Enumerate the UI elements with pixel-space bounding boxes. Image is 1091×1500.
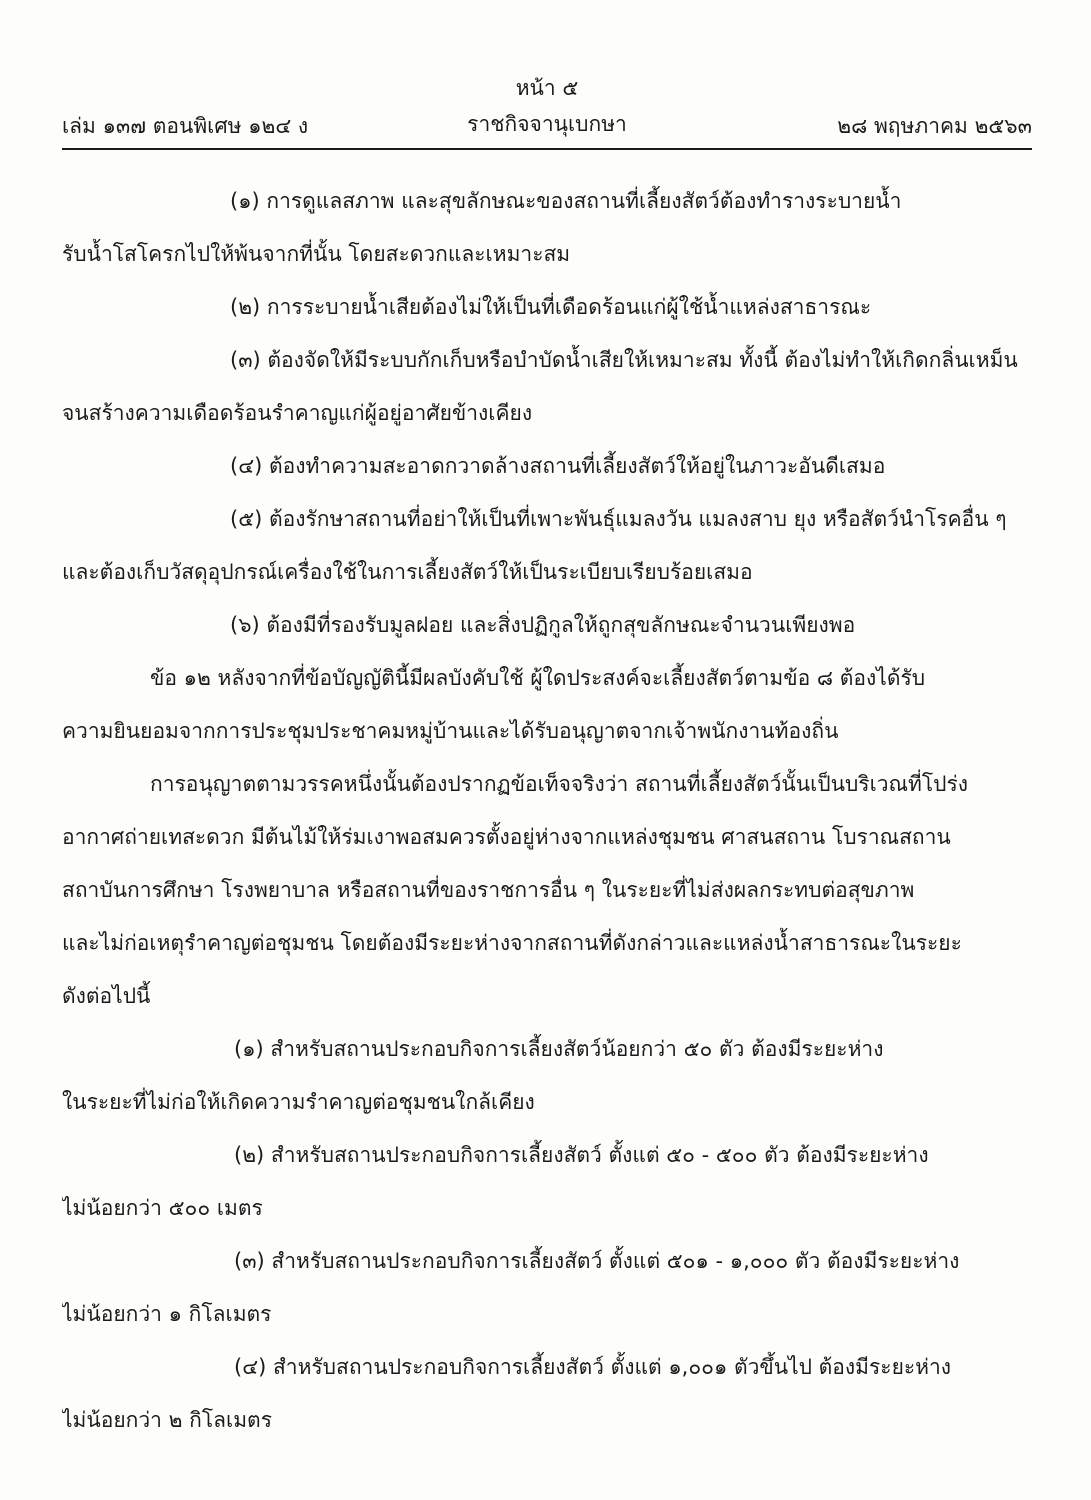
publication-date: ๒๘ พฤษภาคม ๒๕๖๓ [837, 114, 1032, 138]
volume-issue: เล่ม ๑๓๗ ตอนพิเศษ ๑๒๔ ง [62, 114, 309, 138]
paragraph-line: (๖) ต้องมีที่รองรับมูลฝอย และสิ่งปฏิกูลให้ถูกสุขลักษณะจำนวนเพียงพอ [230, 613, 856, 637]
section-heading-line: ข้อ ๑๒ หลังจากที่ข้อบัญญัตินี้มีผลบังคับใช้ ผู้ใดประสงค์จะเลี้ยงสัตว์ตามข้อ ๘ ต้องได้รับ [150, 666, 926, 690]
paragraph-line: ดังต่อไปนี้ [62, 984, 151, 1008]
header-divider [62, 148, 1032, 150]
paragraph-line: (๕) ต้องรักษาสถานที่อย่าให้เป็นที่เพาะพันธุ์แมลงวัน แมลงสาบ ยุง หรือสัตว์นำโรคอื่น ๆ [230, 507, 1007, 531]
paragraph-line: จนสร้างความเดือดร้อนรำคาญแก่ผู้อยู่อาศัยข้างเคียง [62, 401, 533, 425]
paragraph-line: สถาบันการศึกษา โรงพยาบาล หรือสถานที่ของราชการอื่น ๆ ในระยะที่ไม่ส่งผลกระทบต่อสุขภาพ [62, 878, 915, 902]
paragraph-line: (๑) สำหรับสถานประกอบกิจการเลี้ยงสัตว์น้อยกว่า ๕๐ ตัว ต้องมีระยะห่าง [234, 1037, 884, 1061]
document-body [62, 175, 1030, 1447]
paragraph-line: ไม่น้อยกว่า ๒ กิโลเมตร [62, 1408, 272, 1432]
publication-name: ราชกิจจานุเบกษา [467, 112, 627, 136]
paragraph-line: อากาศถ่ายเทสะดวก มีต้นไม้ให้ร่มเงาพอสมควรตั้งอยู่ห่างจากแหล่งชุมชน ศาสนสถาน โบราณสถาน [62, 825, 951, 849]
paragraph-line: (๓) ต้องจัดให้มีระบบกักเก็บหรือบำบัดน้ำเสียให้เหมาะสม ทั้งนี้ ต้องไม่ทำให้เกิดกลิ่นเหม็น [230, 348, 1018, 372]
paragraph-line: (๒) การระบายน้ำเสียต้องไม่ให้เป็นที่เดือดร้อนแก่ผู้ใช้น้ำแหล่งสาธารณะ [230, 295, 872, 319]
paragraph-line: การอนุญาตตามวรรคหนึ่งนั้นต้องปรากฏข้อเท็จจริงว่า สถานที่เลี้ยงสัตว์นั้นเป็นบริเวณที่โปร่ง [150, 772, 969, 796]
paragraph-line: และไม่ก่อเหตุรำคาญต่อชุมชน โดยต้องมีระยะห่างจากสถานที่ดังกล่าวและแหล่งน้ำสาธารณะในระยะ [62, 931, 962, 955]
paragraph-line: ไม่น้อยกว่า ๑ กิโลเมตร [62, 1302, 272, 1326]
paragraph-line: (๑) การดูแลสภาพ และสุขลักษณะของสถานที่เลี้ยงสัตว์ต้องทำรางระบายน้ำ [230, 189, 902, 213]
paragraph-line: (๔) สำหรับสถานประกอบกิจการเลี้ยงสัตว์ ตั้งแต่ ๑,๐๐๑ ตัวขึ้นไป ต้องมีระยะห่าง [234, 1355, 952, 1379]
paragraph-line: (๔) ต้องทำความสะอาดกวาดล้างสถานที่เลี้ยงสัตว์ให้อยู่ในภาวะอันดีเสมอ [230, 454, 886, 478]
paragraph-line: ในระยะที่ไม่ก่อให้เกิดความรำคาญต่อชุมชนใกล้เคียง [62, 1090, 535, 1114]
paragraph-line: (๓) สำหรับสถานประกอบกิจการเลี้ยงสัตว์ ตั้งแต่ ๕๐๑ - ๑,๐๐๐ ตัว ต้องมีระยะห่าง [234, 1249, 960, 1273]
paragraph-line: และต้องเก็บวัสดุอุปกรณ์เครื่องใช้ในการเลี้ยงสัตว์ให้เป็นระเบียบเรียบร้อยเสมอ [62, 560, 753, 584]
paragraph-line: (๒) สำหรับสถานประกอบกิจการเลี้ยงสัตว์ ตั้งแต่ ๕๐ - ๕๐๐ ตัว ต้องมีระยะห่าง [234, 1143, 929, 1167]
paragraph-line: รับน้ำโสโครกไปให้พ้นจากที่นั้น โดยสะดวกและเหมาะสม [62, 242, 571, 266]
paragraph-line: ความยินยอมจากการประชุมประชาคมหมู่บ้านและได้รับอนุญาตจากเจ้าพนักงานท้องถิ่น [62, 719, 839, 743]
page-header [62, 70, 1032, 160]
paragraph-line: ไม่น้อยกว่า ๕๐๐ เมตร [62, 1196, 263, 1220]
page-number: หน้า ๕ [515, 76, 579, 100]
